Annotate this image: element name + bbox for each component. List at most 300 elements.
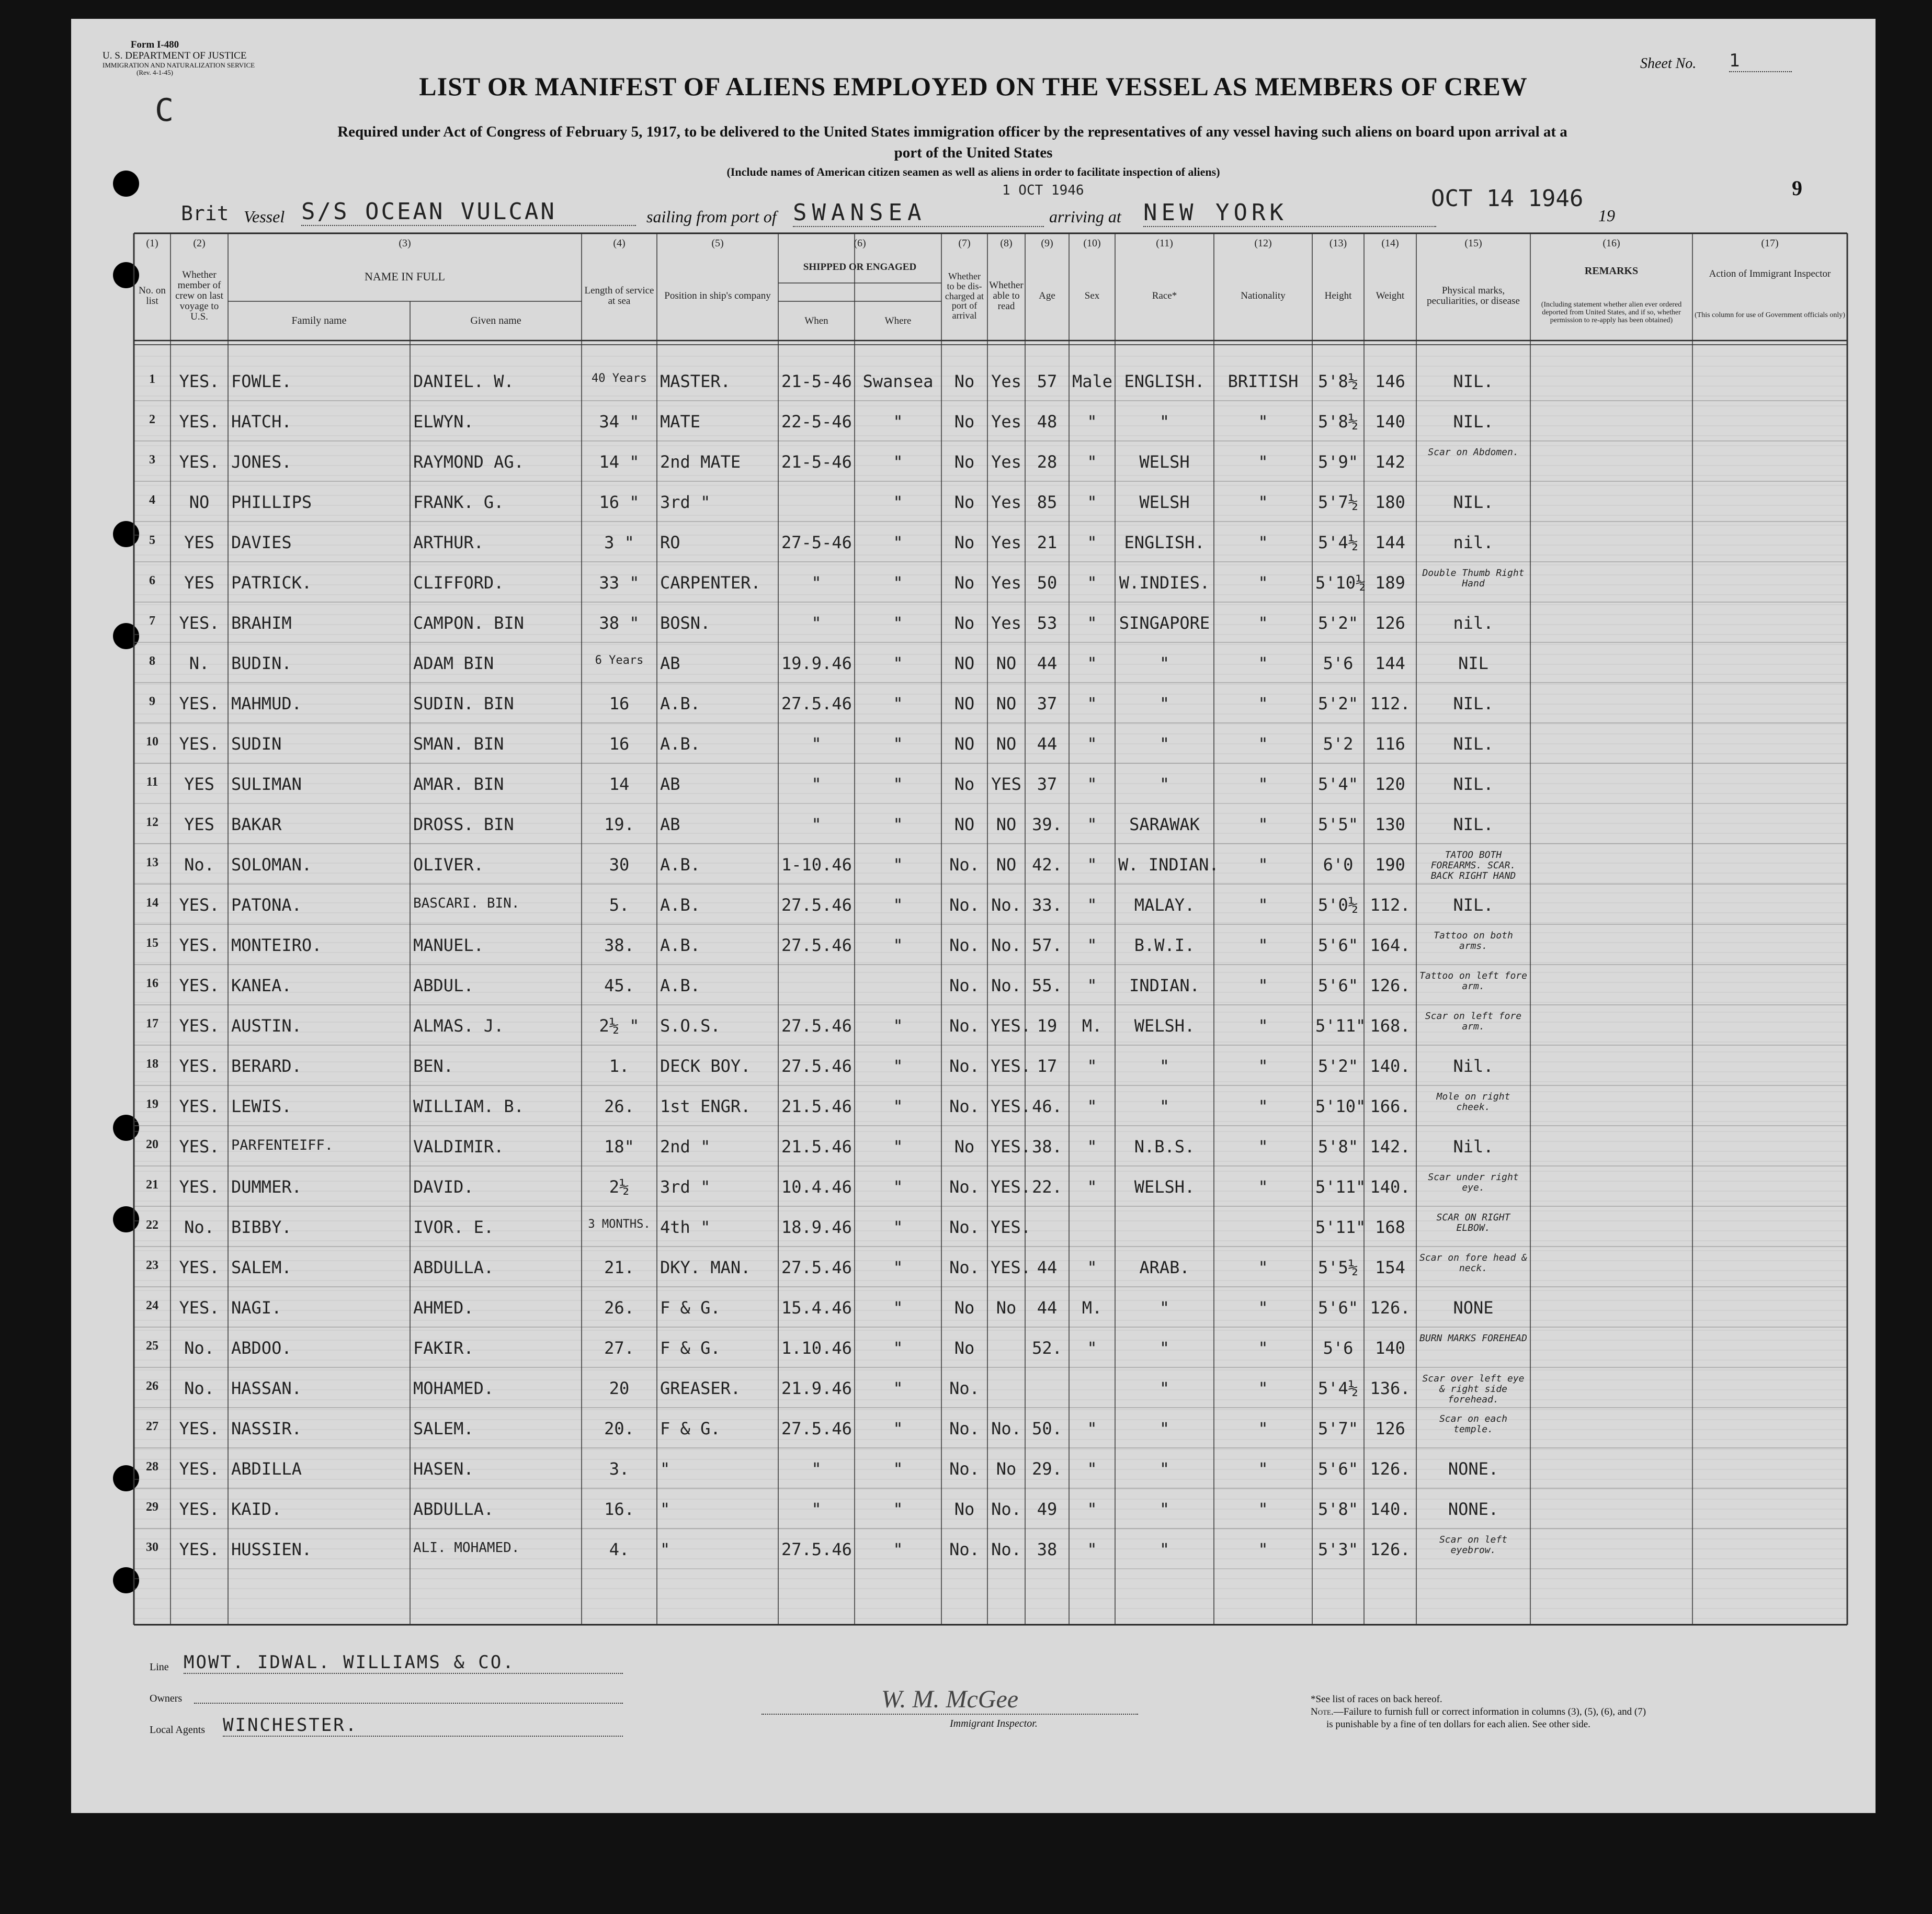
cell-service: 3 MONTHS. — [588, 1218, 651, 1231]
cell-given: MANUEL. — [413, 935, 484, 955]
cell-last: YES. — [179, 1096, 220, 1116]
cell-given: BEN. — [413, 1056, 454, 1076]
cell-when: " — [811, 1459, 822, 1479]
cell-age: 42. — [1032, 855, 1062, 875]
cell-last: YES. — [179, 1056, 220, 1076]
cell-read: YES. — [991, 1217, 1031, 1237]
cell-marks: Tattoo on left fore arm. — [1419, 970, 1527, 992]
cell-nat: " — [1258, 895, 1268, 915]
cell-age: 46. — [1032, 1096, 1062, 1116]
cell-height: 5'4½ — [1317, 533, 1359, 552]
cell-read: Yes — [991, 573, 1021, 593]
cell-given: CAMPON. BIN — [413, 613, 524, 633]
cell-position: 1st ENGR. — [660, 1096, 751, 1116]
cell-service: 16 — [609, 694, 630, 713]
cell-sex: " — [1087, 412, 1097, 432]
cell-sex: " — [1087, 1419, 1097, 1439]
cell-read: YES. — [991, 1016, 1031, 1036]
cell-race: N.B.S. — [1134, 1137, 1195, 1157]
cell-family: DAVIES — [231, 533, 292, 552]
cell-when: 21-5-46 — [781, 371, 852, 391]
cell-disch: No. — [949, 1378, 980, 1398]
cell-age: 44 — [1037, 734, 1058, 754]
cell-last: YES. — [179, 1499, 220, 1519]
cell-given: IVOR. E. — [413, 1217, 494, 1237]
cell-family: LEWIS. — [231, 1096, 292, 1116]
cell-race: " — [1159, 1378, 1170, 1398]
cell-given: ALMAS. J. — [413, 1016, 504, 1036]
column-number: (1) — [146, 237, 158, 249]
cell-no: 8 — [149, 654, 155, 668]
cell-service: 3 " — [604, 533, 634, 552]
col-header-remarks-note: (Including statement whether alien ever ordered deported from United States, and if so, whether permission to re-apply has been obtained) — [1541, 301, 1682, 324]
cell-marks: NIL. — [1453, 694, 1494, 713]
vessel-label: Vessel — [244, 207, 285, 226]
col-header-weight: Weight — [1376, 290, 1405, 302]
cell-marks: Double Thumb Right Hand — [1422, 568, 1525, 589]
cell-when: 27.5.46 — [781, 1056, 852, 1076]
cell-height: 6'0 — [1323, 855, 1354, 875]
cell-race: " — [1159, 653, 1170, 673]
cell-disch: NO — [954, 653, 975, 673]
column-number: (7) — [958, 237, 971, 249]
cell-nat: " — [1258, 613, 1268, 633]
cell-marks: NIL. — [1453, 492, 1494, 512]
cell-no: 17 — [146, 1017, 158, 1030]
include-note: (Include names of American citizen seamen as well as aliens in order to facilitate inspection of aliens) — [726, 165, 1220, 178]
cell-given: BASCARI. BIN. — [413, 896, 520, 911]
cell-last: YES. — [179, 371, 220, 391]
column-number: (15) — [1464, 237, 1482, 249]
cell-where: " — [893, 814, 903, 834]
cell-disch: No — [954, 492, 975, 512]
cell-marks: Tattoo on both arms. — [1434, 930, 1513, 952]
cell-nat: " — [1258, 1258, 1268, 1277]
cell-nat: " — [1258, 573, 1268, 593]
cell-race: " — [1159, 734, 1170, 754]
cell-when: " — [811, 613, 822, 633]
col-header-action: Action of Immigrant Inspector — [1709, 268, 1831, 279]
cell-read: Yes — [991, 452, 1021, 472]
cell-where: " — [893, 1137, 903, 1157]
cell-disch: No — [954, 1499, 975, 1519]
cell-weight: 180 — [1375, 492, 1405, 512]
cell-read: No. — [991, 1419, 1021, 1439]
cell-no: 16 — [146, 977, 158, 990]
service-line: IMMIGRATION AND NATURALIZATION SERVICE — [103, 61, 255, 69]
cell-race: " — [1159, 412, 1170, 432]
cell-height: 5'2 — [1323, 734, 1354, 754]
act-text: Required under Act of Congress of February 5, 1917, to be delivered to the United States immigration officer by the representatives of any vessel having such aliens on board upon arrival at a — [337, 123, 1567, 140]
cell-disch: No. — [949, 935, 980, 955]
cell-read: NO — [996, 855, 1017, 875]
col-header-position: Position in ship's company — [664, 290, 771, 302]
cell-position: A.B. — [660, 694, 701, 713]
col-header-when: When — [804, 315, 828, 326]
cell-sex: " — [1087, 1338, 1097, 1358]
penalty-note — [1311, 1706, 1646, 1718]
cell-last: N. — [189, 653, 210, 673]
agents-value: WINCHESTER. — [223, 1715, 623, 1737]
cell-sex: " — [1087, 1459, 1097, 1479]
cell-position: " — [660, 1539, 670, 1559]
cell-last: No. — [184, 1378, 214, 1398]
cell-read: YES. — [991, 1258, 1031, 1277]
cell-marks: Nil. — [1453, 1137, 1494, 1157]
cell-position: MASTER. — [660, 371, 731, 391]
cell-sex: " — [1087, 976, 1097, 995]
cell-height: 5'8" — [1317, 1137, 1359, 1157]
cell-sex: " — [1087, 774, 1097, 794]
cell-weight: 126. — [1370, 976, 1411, 995]
cell-when: 10.4.46 — [781, 1177, 852, 1197]
cell-read: No. — [991, 895, 1021, 915]
cell-where: " — [893, 895, 903, 915]
cell-where: " — [893, 492, 903, 512]
cell-weight: 140 — [1375, 1338, 1405, 1358]
cell-height: 5'8½ — [1317, 412, 1359, 432]
cell-race: ARAB. — [1139, 1258, 1190, 1277]
cell-where: " — [893, 1419, 903, 1439]
cell-read: No. — [991, 976, 1021, 995]
cell-when: 19.9.46 — [781, 653, 852, 673]
col-header-marks: Physical marks, peculiarities, or disease — [1427, 285, 1520, 307]
cell-race: ENGLISH. — [1124, 371, 1205, 391]
cell-position: " — [660, 1499, 670, 1519]
cell-family: BERARD. — [231, 1056, 302, 1076]
cell-position: 2nd MATE — [660, 452, 741, 472]
cell-height: 5'9" — [1317, 452, 1359, 472]
cell-position: BOSN. — [660, 613, 711, 633]
inspector-signature: W. M. McGee — [762, 1685, 1138, 1715]
cell-last: YES. — [179, 935, 220, 955]
cell-nat: " — [1258, 734, 1268, 754]
sailing-date: 1 OCT 1946 — [1002, 183, 1084, 198]
cell-given: SMAN. BIN — [413, 734, 504, 754]
cell-family: HASSAN. — [231, 1378, 302, 1398]
cell-sex: " — [1087, 855, 1097, 875]
cell-nat: " — [1258, 1137, 1268, 1157]
cell-service: 4. — [609, 1539, 630, 1559]
cell-age: 33. — [1032, 895, 1062, 915]
cell-weight: 116 — [1375, 734, 1405, 754]
col-header-age: Age — [1039, 290, 1055, 302]
cell-no: 7 — [149, 614, 155, 628]
cell-height: 5'8½ — [1317, 371, 1359, 391]
cell-service: 33 " — [599, 573, 640, 593]
cell-no: 21 — [146, 1178, 158, 1192]
cell-weight: 154 — [1375, 1258, 1405, 1277]
form-number: Form I-480 — [130, 39, 179, 50]
cell-marks: Scar under right eye. — [1428, 1172, 1519, 1193]
sailing-label: sailing from port of — [646, 207, 777, 226]
cell-family: DUMMER. — [231, 1177, 302, 1197]
col-header-shipped: SHIPPED OR ENGAGED — [803, 262, 917, 273]
cell-age: 29. — [1032, 1459, 1062, 1479]
cell-given: HASEN. — [413, 1459, 474, 1479]
cell-family: JONES. — [231, 452, 292, 472]
cell-last: YES. — [179, 452, 220, 472]
col-header-name: NAME IN FULL — [365, 269, 445, 283]
cell-race: " — [1159, 774, 1170, 794]
cell-no: 26 — [146, 1379, 158, 1393]
cell-weight: 126. — [1370, 1539, 1411, 1559]
cell-position: MATE — [660, 412, 701, 432]
cell-last: No. — [184, 855, 214, 875]
cell-height: 5'5" — [1317, 814, 1359, 834]
cell-height: 5'3" — [1317, 1539, 1359, 1559]
cell-where: " — [893, 533, 903, 552]
cell-no: 14 — [146, 896, 158, 910]
cell-height: 5'0½ — [1317, 895, 1359, 915]
cell-marks: BURN MARKS FOREHEAD — [1419, 1333, 1527, 1344]
cell-read: No. — [991, 1499, 1021, 1519]
cell-sex: M. — [1082, 1298, 1103, 1318]
col-header-family-name: Family name — [291, 315, 347, 326]
cell-marks: Nil. — [1453, 1056, 1494, 1076]
cell-disch: No — [954, 533, 975, 552]
cell-weight: 140. — [1370, 1177, 1411, 1197]
cell-disch: No — [954, 1137, 975, 1157]
cell-service: 19. — [604, 814, 634, 834]
cell-given: VALDIMIR. — [413, 1137, 504, 1157]
cell-read: Yes — [991, 412, 1021, 432]
cell-given: DROSS. BIN — [413, 814, 514, 834]
cell-position: S.O.S. — [660, 1016, 721, 1036]
cell-last: YES — [184, 573, 214, 593]
cell-nat: " — [1258, 694, 1268, 713]
cell-service: 45. — [604, 976, 634, 995]
cell-where: " — [893, 452, 903, 472]
column-number: (14) — [1381, 237, 1399, 249]
cell-age: 19 — [1037, 1016, 1058, 1036]
cell-where: " — [893, 734, 903, 754]
cell-disch: No. — [949, 976, 980, 995]
cell-family: HUSSIEN. — [231, 1539, 312, 1559]
cell-age: 44 — [1037, 653, 1058, 673]
cell-height: 5'10" — [1315, 1096, 1366, 1116]
cell-race: WELSH — [1139, 492, 1190, 512]
cell-weight: 166. — [1370, 1096, 1411, 1116]
cell-weight: 130 — [1375, 814, 1405, 834]
cell-marks: NIL. — [1453, 412, 1494, 432]
cell-read: YES. — [991, 1056, 1031, 1076]
cell-nat: " — [1258, 814, 1268, 834]
cell-disch: No. — [949, 1217, 980, 1237]
cell-race: " — [1159, 1056, 1170, 1076]
cell-when: " — [811, 774, 822, 794]
cell-height: 5'11" — [1315, 1016, 1366, 1036]
cell-age: 52. — [1032, 1338, 1062, 1358]
cell-no: 28 — [146, 1460, 158, 1474]
owners-label: Owners — [150, 1693, 183, 1704]
cell-weight: 144 — [1375, 653, 1405, 673]
cell-height: 5'5½ — [1317, 1258, 1359, 1277]
cell-race: MALAY. — [1134, 895, 1195, 915]
cell-position: F & G. — [660, 1419, 721, 1439]
cell-marks: NONE — [1453, 1298, 1494, 1318]
cell-age: 38 — [1037, 1539, 1058, 1559]
cell-disch: No. — [949, 1016, 980, 1036]
cell-given: DAVID. — [413, 1177, 474, 1197]
cell-nat: " — [1258, 1499, 1268, 1519]
cell-family: BUDIN. — [231, 653, 292, 673]
cell-given: MOHAMED. — [413, 1378, 494, 1398]
cell-position: A.B. — [660, 976, 701, 995]
cell-weight: 189 — [1375, 573, 1405, 593]
cell-when: 27.5.46 — [781, 1258, 852, 1277]
cell-disch: No. — [949, 1539, 980, 1559]
cell-no: 10 — [146, 735, 158, 749]
column-number: (3) — [399, 237, 411, 249]
cell-no: 25 — [146, 1339, 158, 1353]
cell-marks: TATOO BOTH FOREARMS. SCAR. BACK RIGHT HAND — [1430, 850, 1516, 881]
cell-read: YES — [991, 774, 1021, 794]
vessel-name: S/S OCEAN VULCAN — [301, 198, 636, 226]
cell-nat: BRITISH — [1228, 371, 1299, 391]
manifest-page — [71, 19, 1876, 1813]
column-number: (17) — [1761, 237, 1779, 249]
cell-race: WELSH. — [1134, 1177, 1195, 1197]
cell-marks: Scar on left fore arm. — [1425, 1011, 1522, 1032]
cell-age: 21 — [1037, 533, 1058, 552]
col-header-race: Race* — [1152, 290, 1177, 302]
cell-race: W.INDIES. — [1119, 573, 1210, 593]
cell-service: 21. — [604, 1258, 634, 1277]
revision-line: (Rev. 4-1-45) — [137, 69, 173, 77]
cell-race: WELSH. — [1134, 1016, 1195, 1036]
line-label: Line — [150, 1661, 169, 1673]
cell-service: 38. — [604, 935, 634, 955]
sheet-label: Sheet No. — [1640, 55, 1697, 72]
cell-last: YES. — [179, 976, 220, 995]
cell-race: SINGAPORE — [1119, 613, 1210, 633]
cell-position: DECK BOY. — [660, 1056, 751, 1076]
cell-nat: " — [1258, 1459, 1268, 1479]
cell-family: KAID. — [231, 1499, 282, 1519]
cell-when: 15.4.46 — [781, 1298, 852, 1318]
cell-no: 30 — [146, 1541, 158, 1554]
line-value: MOWT. IDWAL. WILLIAMS & CO. — [184, 1652, 623, 1674]
cell-sex: " — [1087, 1499, 1097, 1519]
cell-family: KANEA. — [231, 976, 292, 995]
cell-disch: No — [954, 452, 975, 472]
cell-position: GREASER. — [660, 1378, 741, 1398]
cell-family: NAGI. — [231, 1298, 282, 1318]
cell-family: BAKAR — [231, 814, 282, 834]
cell-disch: No. — [949, 1056, 980, 1076]
col-header-height: Height — [1324, 290, 1352, 302]
cell-weight: 126 — [1375, 1419, 1405, 1439]
cell-nat: " — [1258, 1177, 1268, 1197]
column-number: (8) — [1000, 237, 1013, 249]
cell-disch: No — [954, 1298, 975, 1318]
cell-last: YES. — [179, 1016, 220, 1036]
agents-label: Local Agents — [150, 1724, 206, 1736]
cell-nat: " — [1258, 533, 1268, 552]
cell-marks: NIL — [1458, 653, 1488, 673]
cell-age: 55. — [1032, 976, 1062, 995]
races-note: *See list of races on back hereof. — [1311, 1694, 1442, 1705]
cell-position: AB — [660, 814, 680, 834]
cell-when: " — [811, 1499, 822, 1519]
cell-last: YES. — [179, 1298, 220, 1318]
cell-sex: " — [1087, 492, 1097, 512]
cell-when: 21-5-46 — [781, 452, 852, 472]
manifest-title: LIST OR MANIFEST OF ALIENS EMPLOYED ON THE VESSEL AS MEMBERS OF CREW — [419, 72, 1528, 101]
cell-sex: " — [1087, 452, 1097, 472]
column-number: (10) — [1083, 237, 1101, 249]
arrival-port: NEW YORK — [1143, 199, 1436, 227]
col-header-sex: Sex — [1084, 290, 1100, 302]
dept-line: U. S. DEPARTMENT OF JUSTICE — [103, 50, 247, 61]
cell-family: SULIMAN — [231, 774, 302, 794]
cell-read: YES. — [991, 1137, 1031, 1157]
owners-value — [194, 1685, 623, 1704]
cell-given: AMAR. BIN — [413, 774, 504, 794]
cell-when: 27.5.46 — [781, 694, 852, 713]
cell-nat: " — [1258, 1056, 1268, 1076]
cell-where: " — [893, 855, 903, 875]
cell-race: WELSH — [1139, 452, 1190, 472]
cell-weight: 112. — [1370, 895, 1411, 915]
cell-height: 5'4½ — [1317, 1378, 1359, 1398]
cell-given: OLIVER. — [413, 855, 484, 875]
cell-height: 5'7½ — [1317, 492, 1359, 512]
cell-last: YES. — [179, 1258, 220, 1277]
cell-age: 39. — [1032, 814, 1062, 834]
cell-service: 20 — [609, 1378, 630, 1398]
cell-disch: No — [954, 613, 975, 633]
cell-service: 5. — [609, 895, 630, 915]
cell-nat: " — [1258, 1378, 1268, 1398]
cell-height: 5'6" — [1317, 976, 1359, 995]
cell-nat: " — [1258, 412, 1268, 432]
cell-when: 27.5.46 — [781, 895, 852, 915]
cell-nat: " — [1258, 976, 1268, 995]
cell-family: SOLOMAN. — [231, 855, 312, 875]
cell-no: 5 — [149, 534, 155, 547]
cell-height: 5'6 — [1323, 1338, 1354, 1358]
cell-when: 27.5.46 — [781, 1016, 852, 1036]
cell-age: 50 — [1037, 573, 1058, 593]
cell-nat: " — [1258, 1539, 1268, 1559]
cell-race: " — [1159, 1539, 1170, 1559]
cell-weight: 190 — [1375, 855, 1405, 875]
cell-disch: No. — [949, 1258, 980, 1277]
col-header-where: Where — [884, 315, 912, 326]
cell-weight: 140. — [1370, 1056, 1411, 1076]
cell-when: 21.5.46 — [781, 1096, 852, 1116]
cell-position: DKY. MAN. — [660, 1258, 751, 1277]
col-header-no: No. on list — [139, 285, 166, 307]
cell-no: 4 — [149, 493, 155, 507]
cell-service: 3. — [609, 1459, 630, 1479]
cell-service: 34 " — [599, 412, 640, 432]
cell-where: " — [893, 1177, 903, 1197]
cell-position: AB — [660, 653, 680, 673]
cell-height: 5'10½ — [1315, 573, 1366, 593]
cell-age: 38. — [1032, 1137, 1062, 1157]
column-number: (11) — [1156, 237, 1173, 249]
cell-disch: No — [954, 412, 975, 432]
cell-where: " — [893, 412, 903, 432]
cell-marks: nil. — [1453, 613, 1494, 633]
cell-weight: 144 — [1375, 533, 1405, 552]
cell-nat: " — [1258, 492, 1268, 512]
cell-given: CLIFFORD. — [413, 573, 504, 593]
cell-service: 2½ — [609, 1177, 630, 1197]
